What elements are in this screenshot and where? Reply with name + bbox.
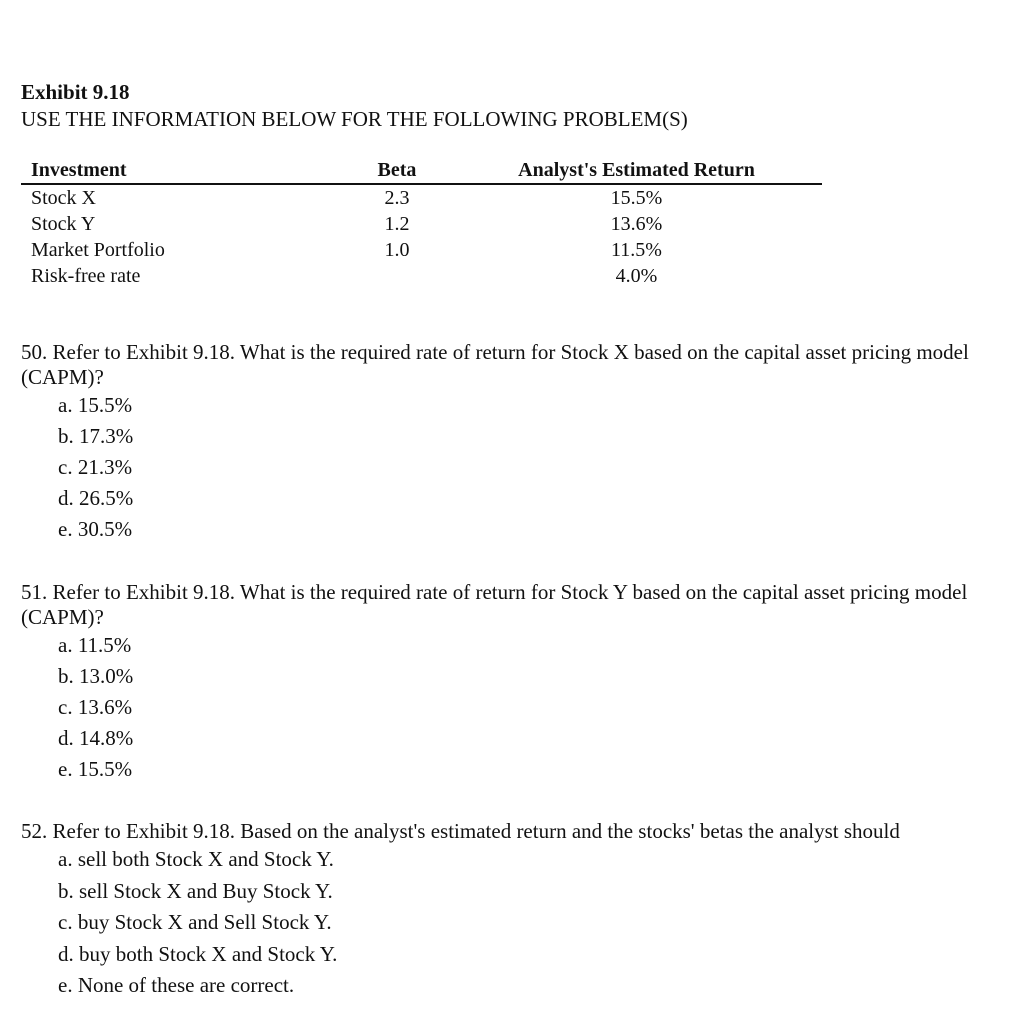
cell-beta: 2.3 — [384, 186, 410, 209]
question-stem: 51. Refer to Exhibit 9.18. What is the required rate of return for Stock Y based on the capital asset pricing model (CAPM)? — [21, 580, 968, 629]
answer-option: d. 14.8% — [58, 726, 134, 750]
answer-option: d. 26.5% — [58, 486, 134, 510]
table-row — [21, 211, 822, 237]
header-beta: Beta — [343, 157, 451, 184]
answer-option: d. buy both Stock X and Stock Y. — [58, 941, 338, 966]
question-52 — [21, 819, 981, 1002]
answer-option: a. sell both Stock X and Stock Y. — [58, 847, 334, 871]
answer-options — [21, 630, 981, 785]
answer-option: e. 30.5% — [58, 517, 133, 541]
exhibit-table — [21, 157, 822, 289]
answer-option: e. 15.5% — [58, 757, 133, 781]
table-row — [21, 237, 822, 263]
question-50 — [21, 340, 981, 545]
answer-option: c. 13.6% — [58, 695, 133, 719]
cell-return: 15.5% — [610, 186, 663, 209]
table-row — [21, 184, 822, 211]
cell-return: 13.6% — [610, 212, 663, 235]
answer-option: c. 21.3% — [58, 455, 133, 479]
answer-options — [21, 844, 981, 1002]
question-51 — [21, 580, 981, 785]
table-row — [21, 263, 822, 289]
answer-option: b. 13.0% — [58, 664, 134, 688]
exhibit-title: Exhibit 9.18 — [21, 80, 130, 104]
header-return: Analyst's Estimated Return — [451, 157, 822, 184]
cell-beta: 1.2 — [384, 212, 410, 235]
answer-option: e. None of these are correct. — [58, 973, 295, 997]
cell-investment: Market Portfolio — [31, 238, 165, 261]
cell-beta — [343, 263, 451, 289]
answer-option: b. sell Stock X and Buy Stock Y. — [58, 878, 333, 903]
answer-option: a. 11.5% — [58, 633, 132, 657]
cell-investment: Risk-free rate — [31, 264, 141, 287]
cell-beta: 1.0 — [384, 238, 410, 261]
exhibit-instructions: USE THE INFORMATION BELOW FOR THE FOLLOWING PROBLEM(S) — [21, 107, 688, 131]
table-header-row — [21, 157, 822, 184]
question-stem: 52. Refer to Exhibit 9.18. Based on the analyst's estimated return and the stocks' betas the analyst should — [21, 819, 900, 843]
header-investment: Investment — [21, 157, 343, 184]
question-stem: 50. Refer to Exhibit 9.18. What is the required rate of return for Stock X based on the capital asset pricing model (CAPM)? — [21, 340, 969, 389]
cell-investment: Stock X — [31, 186, 96, 209]
cell-investment: Stock Y — [31, 212, 96, 235]
answer-options — [21, 390, 981, 545]
cell-return: 4.0% — [615, 264, 658, 287]
answer-option: c. buy Stock X and Sell Stock Y. — [58, 910, 332, 934]
answer-option: b. 17.3% — [58, 424, 134, 448]
cell-return: 11.5% — [611, 238, 662, 261]
answer-option: a. 15.5% — [58, 393, 133, 417]
